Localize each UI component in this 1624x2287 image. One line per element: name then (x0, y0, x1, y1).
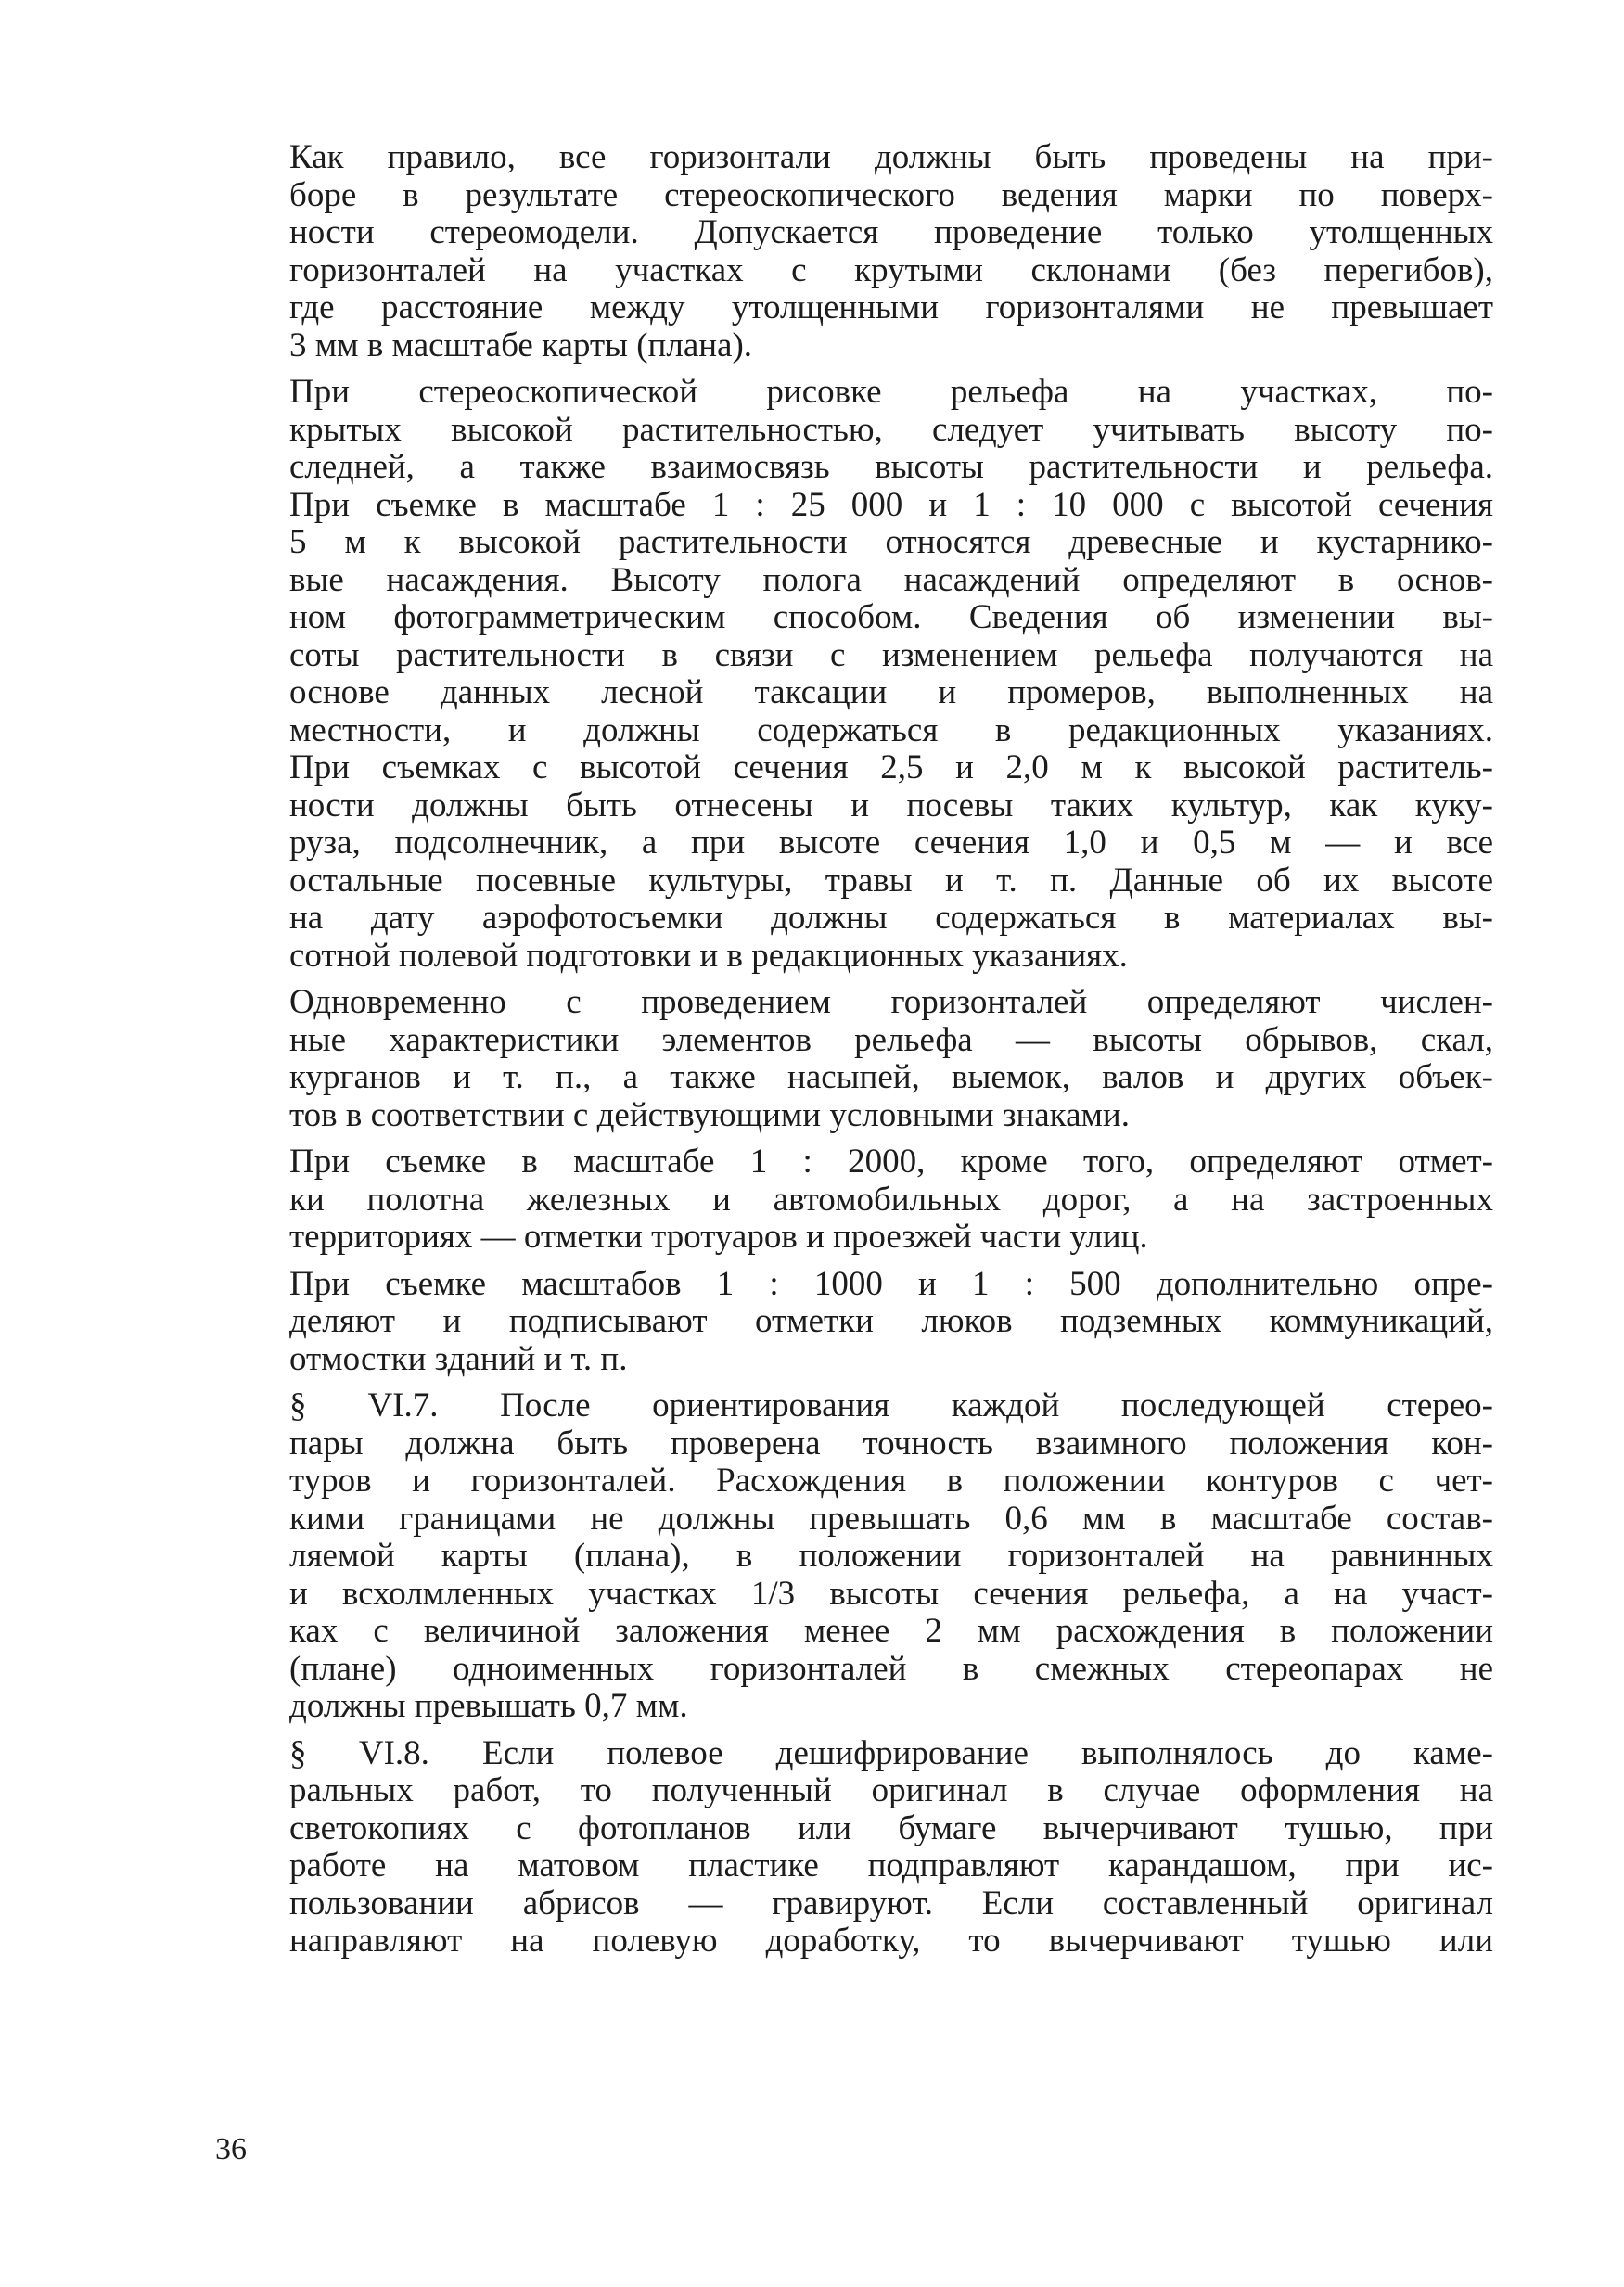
text-line: При съемке в масштабе 1 : 25 000 и 1 : 10 000 с высотой сечения (289, 485, 1493, 524)
paragraph (215, 139, 1493, 364)
text-line: туров и горизонталей. Расхождения в положении контуров с чет- (289, 1462, 1493, 1500)
text-line: ляемой карты (плана), в положении горизонталей на равнинных (289, 1537, 1493, 1575)
text-line: ные характеристики элементов рельефа — высоты обрывов, скал, (289, 1020, 1493, 1059)
text-line: и всхолмленных участках 1/3 высоты сечения рельефа, а на участ- (289, 1574, 1493, 1613)
text-line: тов в соответствии с действующими условными знаками. (289, 1095, 1130, 1134)
text-line: руза, подсолнечник, а при высоте сечения 1,0 и 0,5 м — и все (289, 824, 1493, 862)
text-line: (плане) одноименных горизонталей в смежных стереопарах не (289, 1649, 1493, 1688)
text-line: пары должна быть проверена точность взаимного положения кон- (289, 1424, 1493, 1463)
text-line: светокопиях с фотопланов или бумаге вычерчивают тушью, при (289, 1808, 1493, 1847)
text-line: сотной полевой подготовки и в редакционных указаниях. (289, 936, 1128, 975)
text-line: где расстояние между утолщенными горизонталями не превышает (289, 288, 1493, 326)
page-number: 36 (215, 2132, 247, 2166)
text-line: отмостки зданий и т. п. (289, 1339, 628, 1378)
paragraph (215, 1387, 1493, 1726)
text-line: § VI.8. Если полевое дешифрирование выполнялось до каме- (289, 1733, 1493, 1772)
text-line: остальные посевные культуры, травы и т. п. Данные об их высоте (289, 861, 1493, 900)
text-line: боре в результате стереоскопического ведения марки по поверх- (289, 175, 1493, 214)
text-line: должны превышать 0,7 мм. (289, 1687, 688, 1725)
text-line: 3 мм в масштабе карты (плана). (289, 326, 753, 364)
paragraph (215, 1735, 1493, 1961)
text-line: При съемке масштабов 1 : 1000 и 1 : 500 дополнительно опре- (289, 1264, 1493, 1303)
text-line: крытых высокой растительностью, следует учитывать высоту по- (289, 410, 1493, 449)
text-line: деляют и подписывают отметки люков подземных коммуникаций, (289, 1302, 1493, 1340)
text-line: 5 м к высокой растительности относятся древесные и кустарнико- (289, 523, 1493, 561)
text-line: Одновременно с проведением горизонталей определяют числен- (289, 983, 1493, 1021)
text-line: горизонталей на участках с крутыми склонами (без перегибов), (289, 250, 1493, 289)
text-line: При стереоскопической рисовке рельефа на участках, по- (289, 373, 1493, 411)
text-line: При съемке в масштабе 1 : 2000, кроме того, определяют отмет- (289, 1143, 1493, 1181)
text-line: Как правило, все горизонтали должны быть проведены на при- (289, 138, 1493, 176)
text-line: основе данных лесной таксации и промеров, выполненных на (289, 673, 1493, 711)
text-line: ности должны быть отнесены и посевы таких культур, как куку- (289, 786, 1493, 824)
text-line: При съемках с высотой сечения 2,5 и 2,0 м к высокой раститель- (289, 748, 1493, 786)
body-text (215, 139, 1493, 1961)
paragraph (215, 1144, 1493, 1257)
paragraph (215, 374, 1493, 975)
text-line: вые насаждения. Высоту полога насаждений определяют в основ- (289, 560, 1493, 599)
paragraph (215, 984, 1493, 1134)
paragraph (215, 1266, 1493, 1379)
text-line: курганов и т. п., а также насыпей, выемок, валов и других объек- (289, 1058, 1493, 1096)
text-line: следней, а также взаимосвязь высоты растительности и рельефа. (289, 448, 1493, 486)
text-line: ном фотограмметрическим способом. Сведения об изменении вы- (289, 598, 1493, 636)
text-line: направляют на полевую доработку, то вычерчивают тушью или (289, 1922, 1493, 1960)
text-line: ности стереомодели. Допускается проведение только утолщенных (289, 213, 1493, 251)
text-line: ки полотна железных и автомобильных дорог, а на застроенных (289, 1180, 1493, 1219)
text-line: кими границами не должны превышать 0,6 мм в масштабе состав- (289, 1499, 1493, 1538)
text-line: § VI.7. После ориентирования каждой последующей стерео- (289, 1386, 1493, 1425)
text-line: местности, и должны содержаться в редакционных указаниях. (289, 710, 1493, 749)
text-line: работе на матовом пластике подправляют карандашом, при ис- (289, 1846, 1493, 1885)
text-line: ках с величиной заложения менее 2 мм расхождения в положении (289, 1612, 1493, 1650)
text-line: соты растительности в связи с изменением рельефа получаются на (289, 635, 1493, 674)
text-line: на дату аэрофотосъемки должны содержаться в материалах вы- (289, 899, 1493, 937)
text-line: ральных работ, то полученный оригинал в случае оформления на (289, 1771, 1493, 1809)
text-line: территориях — отметки тротуаров и проезжей части улиц. (289, 1218, 1148, 1256)
text-line: пользовании абрисов — гравируют. Если составленный оригинал (289, 1884, 1493, 1923)
